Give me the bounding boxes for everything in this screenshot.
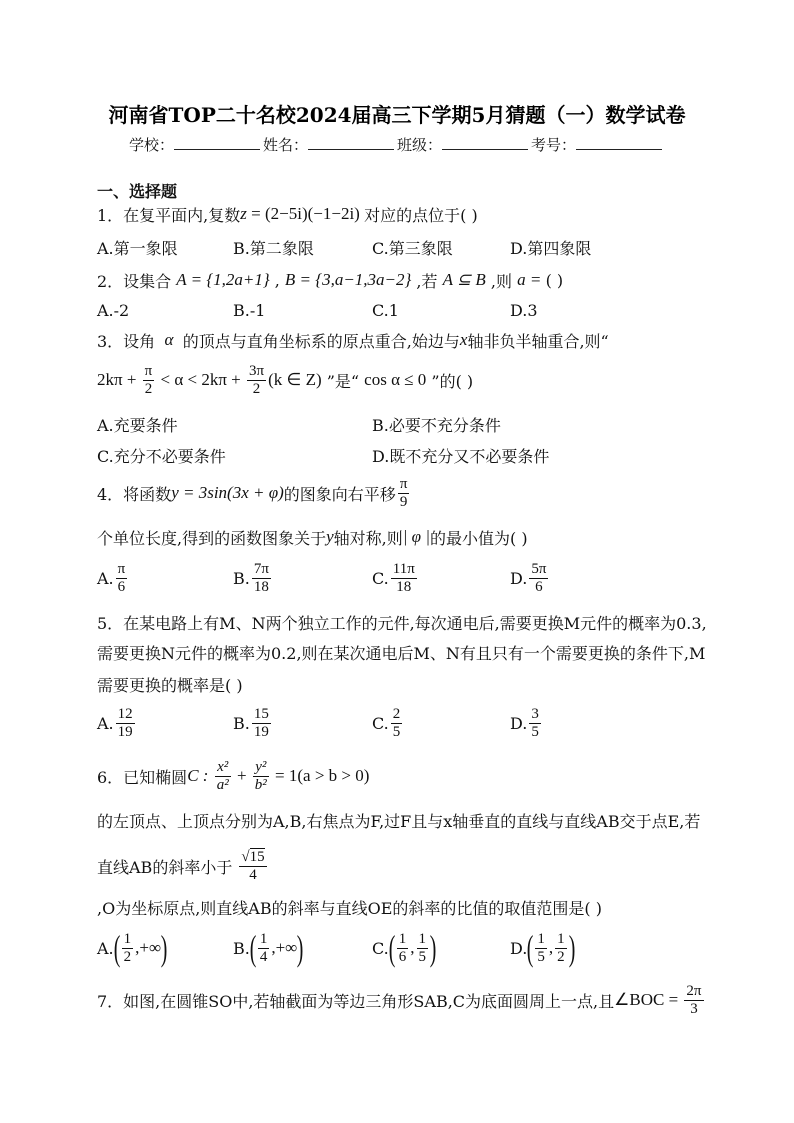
q5-option-a [97,706,233,741]
numerator: 15 [253,705,269,722]
fraction [397,931,409,966]
q2-text-if: ,若 [411,271,443,291]
interval-separator: , [410,938,415,957]
numerator: 1 [398,930,407,947]
q2-option-c: C.1 [372,300,399,320]
q3-stem-text-2: 轴非负半轴重合,则“ [467,331,609,351]
q3-stem-lead: 3．设角 [97,331,161,351]
q5-option-d [510,706,543,741]
q7-stem-lead: 7．如图,在圆锥SO中,若轴截面为等边三角形SAB,C为底面圆周上一点,且 [97,991,615,1011]
class-label: 班级： [397,136,443,154]
option-letter: C. [372,938,389,958]
q4-option-d [510,561,550,596]
q3-option-c: C.充分不必要条件 [97,446,226,466]
numerator: 11π [392,560,415,577]
q2-set-b: B = {3,a−1,3a−2} [284,270,412,289]
q3-option-b: B.必要不充分条件 [372,415,501,435]
fraction [116,706,135,741]
option-letter: B. [233,713,250,733]
option-letter: C. [372,568,389,588]
class-blank [442,136,528,150]
section-heading [97,178,177,202]
question-1 [97,202,478,226]
denominator: 5 [392,723,401,740]
q2-options [97,298,538,322]
radicand: 15 [249,848,265,865]
q3-alpha: α [160,330,178,349]
numerator: 3 [531,705,539,722]
denominator: 19 [253,723,269,740]
question-2 [97,268,563,292]
fraction [417,931,429,966]
numerator: π [399,475,408,492]
q3-quote-is: ”是“ [321,371,365,391]
q4-y-variable: y [326,527,334,546]
q3-stem-text: 的顶点与直角坐标系的原点重合,始边与 [177,331,460,351]
q3-options-row-2 [97,443,549,467]
numerator: π [144,362,153,379]
denominator: 2 [144,380,153,397]
denominator: b² [254,776,267,793]
denominator: 5 [531,723,539,740]
q1-stem-tail: 对应的点位于( ) [364,205,478,225]
open-paren: ( [113,928,120,968]
option-letter: B. [233,568,250,588]
interval-upper: ,+∞ [271,938,298,957]
denominator: 18 [253,578,269,595]
q2-ask: a = [517,270,546,289]
numerator [239,849,266,867]
q3-fraction-2 [247,363,266,398]
open-paren: ( [388,928,396,968]
q1-option-b: B.第二象限 [233,238,314,258]
numerator: 5π [531,560,547,577]
denominator: 2 [123,948,132,965]
q3-cos-condition: cos α ≤ 0 [364,370,427,389]
q7-angle-fraction [684,983,703,1018]
q6-stem-lead: 6．已知椭圆 [97,767,188,787]
question-4 [97,475,411,510]
denominator: 6 [398,948,407,965]
q4-stem-text: 的图象向右平移 [283,484,396,504]
numerator: 2 [392,705,401,722]
q6-slope-fraction [239,849,266,884]
question-3 [97,328,609,352]
denominator: 5 [418,948,427,965]
denominator: 2 [252,380,261,397]
q3-option-a: A.充要条件 [97,415,178,435]
q4-stem-text-3: 轴对称,则 [333,528,403,548]
numerator: 12 [117,705,133,722]
q3-option-d: D.既不充分又不必要条件 [372,446,550,466]
q6-option-c [372,930,510,966]
school-blank [174,136,260,150]
exam-number-blank [576,136,662,150]
denominator: 9 [399,493,408,510]
exam-title: 河南省TOP二十名校2024届高三下学期5月猜题（一）数学试卷 [108,103,686,127]
q1-option-a: A.第一象限 [97,238,178,258]
close-paren: ) [160,928,168,968]
numerator: π [117,560,126,577]
numerator: 1 [259,930,268,947]
numerator: 3π [249,362,265,379]
q4-line-2 [97,525,528,549]
denominator: 5 [537,948,545,965]
q2-option-a: A.-2 [97,300,130,320]
fraction [535,931,547,966]
q6-options [97,928,575,968]
option-letter: B. [233,938,250,958]
q2-set-a: A = {1,2a+1} [176,270,270,289]
q4-option-c [372,561,510,596]
q7-angle: ∠BOC = [614,990,683,1009]
denominator: 19 [117,723,133,740]
q3-condition-part-1: 2kπ + [97,370,141,389]
q2-answer-paren: ( ) [545,270,564,290]
denominator: 6 [535,578,543,595]
q2-text-then: ,则 [485,271,518,291]
fraction [529,706,541,741]
name-blank [308,136,394,150]
school-label: 学校： [128,136,174,154]
denominator: 4 [259,948,268,965]
q6-line-2-row [97,808,700,832]
q6-line-2: 的左顶点、上顶点分别为A,B,右焦点为F,过F且与x轴垂直的直线与直线AB交于点E,若 [97,811,701,831]
q5-option-c [372,706,510,741]
q1-options [97,235,591,259]
q5-option-b [233,706,372,741]
q1-variable: z [240,204,247,223]
option-letter: A. [97,938,114,958]
q4-stem-lead: 4．将函数 [97,484,172,504]
q4-stem-text-4: 的最小值为( ) [430,528,528,548]
q6-plus: + [232,766,251,785]
close-paren: ) [568,928,575,968]
denominator: 3 [690,1000,698,1017]
q3-condition-part-2: < α < 2kπ + [156,370,246,389]
numerator: 1 [537,930,545,947]
fraction [252,561,271,596]
q2-option-b: B.-1 [233,300,266,320]
fraction [252,706,271,741]
numerator: 1 [418,930,427,947]
q4-option-a [97,561,233,596]
interval-upper: ,+∞ [135,938,162,957]
q3-condition-line [97,362,474,397]
numerator: 2π [686,982,702,999]
q2-stem-lead: 2．设集合 [97,271,177,291]
section-heading-text: 一、选择题 [97,181,178,201]
q6-line-3: 直线AB的斜率小于 [97,857,238,877]
q3-x-variable: x [459,330,468,349]
q4-abs-phi: | φ | [402,527,430,546]
q2-separator: , [269,270,285,290]
denominator: a² [216,776,229,793]
q5-line-1: 5．在某电路上有M、N两个独立工作的元件,每次通电后,需要更换M元件的概率为0.3, [97,613,707,633]
option-letter: D. [510,713,528,733]
close-paren: ) [429,928,437,968]
numerator: 1 [123,930,132,947]
q6-line-4-row [97,895,602,919]
denominator: 18 [396,578,412,595]
q6-ellipse-name: C : [187,766,213,785]
q6-option-d [510,930,575,966]
fraction [529,561,548,596]
q3-fraction-1 [143,363,155,398]
q6-line-3-row [97,848,269,883]
fraction [258,931,270,966]
q4-options [97,560,550,595]
close-paren: ) [297,928,304,968]
open-paren: ( [249,928,257,968]
question-6 [97,758,370,793]
option-letter: C. [372,713,389,733]
student-info-line [0,134,794,158]
q4-function: y = 3sin(3x + φ) [171,483,284,502]
q2-subset: A ⊆ B [442,270,486,289]
q5-line-2: 需要更换N元件的概率为0.2,则在某次通电后M、N有且只有一个需要更换的条件下,M [97,643,706,663]
q4-shift-fraction [398,476,410,511]
option-letter: A. [97,568,114,588]
q3-condition-part-3: (k ∈ Z) [268,370,322,389]
q6-line-4: ,O为坐标原点,则直线AB的斜率与直线OE的斜率的比值的取值范围是( ) [97,898,602,918]
q1-option-c: C.第三象限 [372,238,453,258]
fraction [391,561,417,596]
q4-option-b [233,561,372,596]
fraction [391,706,403,741]
q5-line-2-row [97,640,705,664]
option-letter: D. [510,568,528,588]
numerator: x² [215,759,231,777]
numerator: y² [253,759,269,777]
numerator: 7π [253,560,269,577]
q2-option-d: D.3 [510,300,538,320]
option-letter: D. [510,938,528,958]
q6-x-fraction [215,759,231,794]
q6-equation-rest: = 1(a > b > 0) [270,766,370,785]
numerator: 1 [557,930,565,947]
fraction [555,931,567,966]
q1-option-d: D.第四象限 [510,238,592,258]
q1-stem-lead: 1．在复平面内,复数 [97,205,241,225]
name-label: 姓名： [262,136,308,154]
open-paren: ( [527,928,534,968]
q4-stem-text-2: 个单位长度,得到的函数图象关于 [97,528,327,548]
q6-y-fraction [253,759,269,794]
question-7 [97,982,706,1017]
denominator: 2 [557,948,565,965]
question-5 [97,610,707,634]
exam-number-label: 考号： [531,136,577,154]
denominator: 6 [117,578,126,595]
denominator: 4 [249,866,257,883]
q5-options [97,705,543,740]
q3-options-row-1 [97,412,501,436]
fraction [122,931,134,966]
q1-formula: = (2−5i)(−1−2i) [246,204,365,223]
q6-option-b [233,930,372,966]
option-letter: A. [97,713,114,733]
fraction [116,561,128,596]
q5-line-3: 需要更换的概率是( ) [97,675,243,695]
radical-sign: √ [241,848,250,865]
q3-quote-of: ”的( ) [426,371,474,391]
q6-option-a [97,930,233,966]
q5-line-3-row [97,672,243,696]
interval-separator: , [548,938,554,957]
